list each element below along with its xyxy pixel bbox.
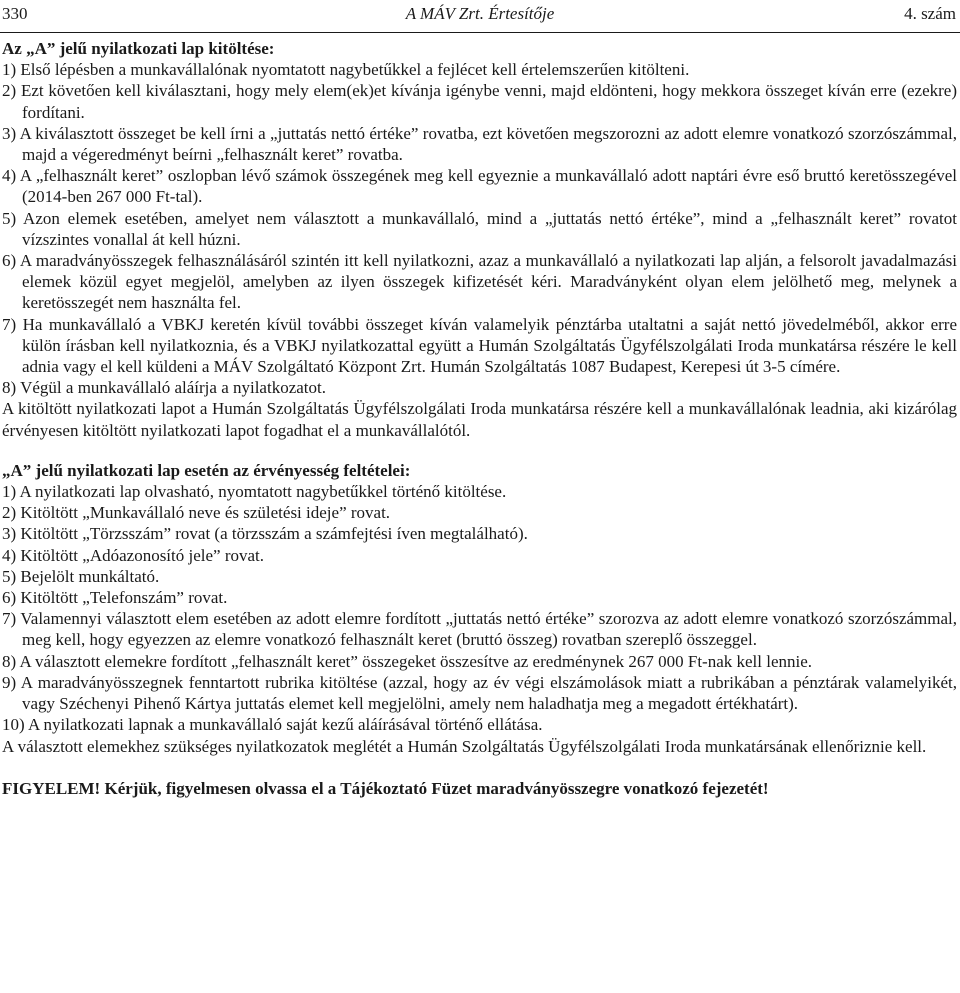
warning-notice: FIGYELEM! Kérjük, figyelmesen olvassa el a Tájékoztató Füzet maradványösszegre vonatkozó fejezetét! bbox=[2, 778, 769, 798]
list-item: 4) Kitöltött „Adóazonosító jele” rovat. bbox=[2, 545, 265, 565]
list-item: 7) Valamennyi választott elem esetében az adott elemre fordított „juttatás nettó értéke” szorozva az adott elemre vonatkozó szorzószámmal, meg kell, hogy egyezzen az elemre vonatkozó felhasznált keret (bruttó összeg) rovatban szereplő összeggel. bbox=[2, 609, 957, 650]
list-item: 5) Bejelölt munkáltató. bbox=[2, 566, 160, 586]
list-item: 2) Ezt követően kell kiválasztani, hogy mely elem(ek)et kívánja igénybe venni, majd eldönteni, hogy mekkora összeget kíván erre (ezekre) fordítani. bbox=[2, 81, 957, 122]
list-item: 9) A maradványösszegnek fenntartott rubrika kitöltése (azzal, hogy az év végi elszámolások miatt a rubrikában a pénztárak valamelyikét, vagy Széchenyi Pihenő Kártya juttatás elemet kell megjelölni, amely nem haladhatja meg a megadott értékhatárt). bbox=[2, 672, 957, 714]
list-item: 4) A „felhasznált keret” oszlopban lévő számok összegének meg kell egyeznie a munkavállaló adott naptári évre eső bruttó keretösszegével (2014-ben 267 000 Ft-tal). bbox=[2, 166, 957, 207]
list-item: 3) Kitöltött „Törzsszám” rovat (a törzsszám a számfejtési íven megtalálható). bbox=[2, 524, 528, 544]
list-item: 10) A nyilatkozati lapnak a munkavállaló saját kezű aláírásával történő ellátása. bbox=[2, 715, 543, 735]
list-item: 5) Azon elemek esetében, amelyet nem választott a munkavállaló, mind a „juttatás nettó értéke”, mind a „felhasznált keret” rovatot vízszintes vonallal át kell húzni. bbox=[2, 208, 957, 249]
publication-title: A MÁV Zrt. Értesítője bbox=[405, 4, 555, 23]
list-item: 2) Kitöltött „Munkavállaló neve és születési ideje” rovat. bbox=[2, 503, 391, 523]
list-item: 8) A választott elemekre fordított „felhasznált keret” összegeket összesítve az eredménynek 267 000 Ft-nak kell lennie. bbox=[2, 651, 813, 671]
section-closing-paragraph: A kitöltött nyilatkozati lapot a Humán Szolgáltatás Ügyfélszolgálati Iroda munkatársa részére kell a munkavállalónak leadnia, aki kizárólag érvényesen kitöltött nyilatkozati lapot fogadhat el a munkavállalótól. bbox=[2, 399, 957, 440]
page-header bbox=[0, 0, 960, 32]
page-number: 330 bbox=[2, 4, 28, 23]
section-heading-validity: „A” jelű nyilatkozati lap esetén az érvényesség feltételei: bbox=[2, 460, 411, 480]
issue-number: 4. szám bbox=[904, 4, 956, 23]
list-item: 8) Végül a munkavállaló aláírja a nyilatkozatot. bbox=[2, 378, 326, 398]
document-body bbox=[2, 38, 957, 799]
list-item: 3) A kiválasztott összeget be kell írni a „juttatás nettó értéke” rovatba, ezt követően megszorozni az adott elemre vonatkozó szorzószámmal, majd a végeredményt beírni „felhasznált keret” rovatba. bbox=[2, 123, 957, 165]
list-item: 1) Első lépésben a munkavállalónak nyomtatott nagybetűkkel a fejlécet kell értelemszerűen kitölteni. bbox=[2, 60, 690, 80]
list-item: 6) A maradványösszegek felhasználásáról szintén itt kell nyilatkozni, azaz a munkavállaló a nyilatkozati lap alján, a felsorolt javadalmazási elemek közül egyet megjelöl, amelyben az ilyen összegek kifizetését kéri. Maradványként olyan elem jelölhető meg, melynek a keretösszegét nem használta fel. bbox=[2, 251, 957, 313]
section-heading-filling: Az „A” jelű nyilatkozati lap kitöltése: bbox=[2, 39, 275, 58]
section-closing-paragraph: A választott elemekhez szükséges nyilatkozatok meglétét a Humán Szolgáltatás Ügyfélszolgálati Iroda munkatársának ellenőriznie kell. bbox=[2, 736, 927, 756]
list-item: 7) Ha munkavállaló a VBKJ keretén kívül további összeget kíván valamelyik pénztárba utaltatni a saját nettó jövedelméből, akkor erre külön írásban kell nyilatkoznia, és a VBKJ nyilatkozattal együtt a Humán Szolgáltatás Ügyfélszolgálati Iroda munkatársa részére le kell adnia vagy el kell küldeni a MÁV Szolgáltató Központ Zrt. Humán Szolgáltatás 1087 Budapest, Kerepesi út 3-5 címére. bbox=[2, 314, 957, 377]
list-item: 1) A nyilatkozati lap olvasható, nyomtatott nagybetűkkel történő kitöltése. bbox=[2, 482, 507, 502]
header-rule bbox=[0, 32, 960, 33]
list-item: 6) Kitöltött „Telefonszám” rovat. bbox=[2, 588, 228, 608]
